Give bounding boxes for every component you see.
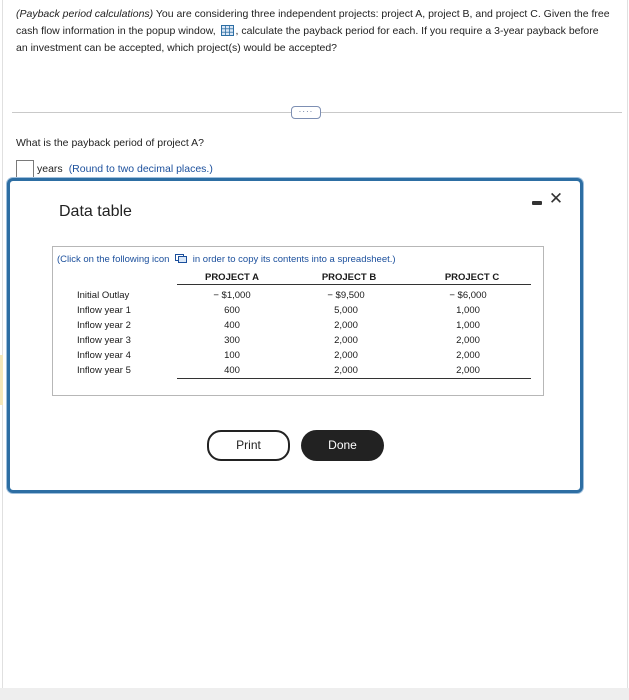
sub-question: What is the payback period of project A? [16,137,204,149]
row-label: Inflow year 5 [77,365,131,377]
question-body-1: You are considering three independent projects: project A, project B, and project C. Given the free cash flow information in the popup window, [16,8,610,37]
question-body-2: , calculate the payback period for each. If you require a 3-year payback before an investment can be accepted, which project(s) would be accepted? [16,25,599,54]
table-row [77,318,531,333]
cell-project-c: 1,000 [456,305,480,316]
cell-project-b: 2,000 [287,363,405,379]
header-project-b: PROJECT B [287,271,405,285]
close-icon[interactable]: ✕ [548,189,564,208]
table-row [77,303,531,318]
table-row [77,285,531,304]
cell-project-a: 400 [224,320,240,331]
cell-project-c: 2,000 [456,335,480,346]
cell-project-b: 2,000 [334,320,358,331]
copy-hint-after: in order to copy its contents into a spreadsheet.) [192,254,396,265]
expand-more-button[interactable]: ···· [291,106,321,119]
cell-project-b: − $9,500 [327,290,365,301]
question-text [16,6,612,57]
table-row [77,333,531,348]
data-panel [52,246,544,396]
left-accent-bar [0,355,3,405]
row-label: Inflow year 4 [77,350,131,361]
answer-unit: years [37,163,63,175]
data-table-icon[interactable] [221,25,234,36]
data-table-modal [7,178,583,493]
header-blank [77,271,177,285]
cell-project-b: 5,000 [334,305,358,316]
copy-hint-before: (Click on the following icon [57,254,170,265]
cell-project-a: 400 [177,363,287,379]
cell-project-c: 2,000 [456,350,480,361]
cell-project-a: 100 [224,350,240,361]
cell-project-a: 600 [224,305,240,316]
answer-input[interactable] [16,160,34,178]
cell-project-b: 2,000 [334,350,358,361]
table-header-row [77,271,531,285]
header-project-a: PROJECT A [177,271,287,285]
answer-hint: (Round to two decimal places.) [68,163,213,175]
table-row [77,363,531,379]
question-title: (Payback period calculations) [16,8,154,20]
cell-project-c: − $6,000 [449,290,487,301]
done-button[interactable]: Done [301,430,384,461]
row-label: Initial Outlay [77,289,130,301]
modal-title: Data table [59,203,132,220]
table-row [77,348,531,363]
cash-flow-table [77,271,531,379]
header-project-c: PROJECT C [405,271,531,285]
cell-project-a: 300 [224,335,240,346]
copy-to-spreadsheet-icon[interactable] [175,254,187,263]
row-label: Inflow year 3 [77,335,131,346]
footer-strip [0,688,629,700]
row-label: Inflow year 2 [77,320,131,331]
copy-hint [57,254,396,265]
minimize-icon[interactable] [532,201,542,205]
cell-project-a: − $1,000 [213,290,251,301]
row-label: Inflow year 1 [77,305,131,316]
answer-row [16,160,213,178]
cell-project-b: 2,000 [334,335,358,346]
print-button[interactable]: Print [207,430,290,461]
cell-project-c: 2,000 [405,363,531,379]
cell-project-c: 1,000 [456,320,480,331]
